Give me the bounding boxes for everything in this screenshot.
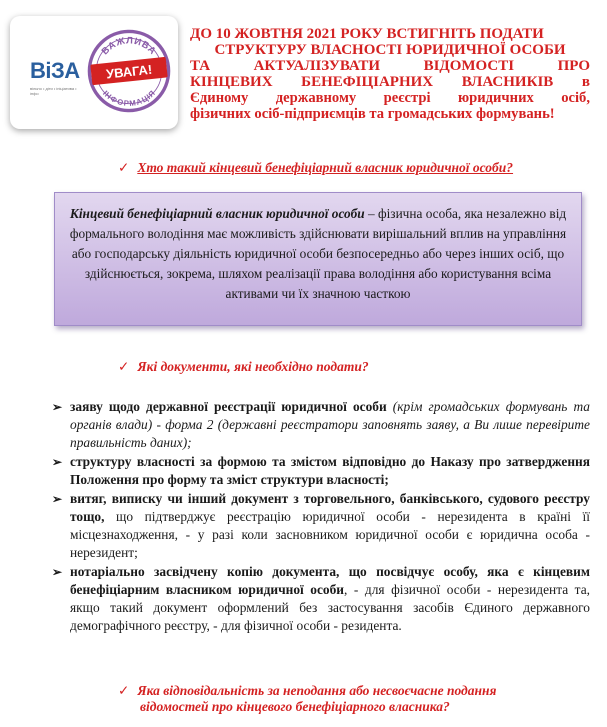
question-who: ✓ Хто такий кінцевий бенефіціарний власник юридичної особи? bbox=[118, 160, 514, 175]
headline-line: КІНЦЕВИХ БЕНЕФІЦІАРНИХ ВЛАСНИКІВ в bbox=[190, 74, 590, 90]
seal-center-text: УВАГА! bbox=[105, 61, 153, 82]
checkmark-icon: ✓ bbox=[118, 160, 130, 175]
documents-list bbox=[52, 398, 590, 636]
arrow-bullet-icon: ➢ bbox=[52, 400, 63, 414]
seal-top-text: ВАЖЛИВА bbox=[99, 35, 159, 58]
headline-line: Єдиному державному реєстрі юридичних осіб, bbox=[190, 90, 590, 106]
list-item: ➢ нотаріально засвідчену копію документа, що посвідчує особу, яка є кінцевим бенефіціарним власником юридичної особи, - для фізичної особи - нерезидента та, якщо такий документ оформлений без застосування засобів Єдиного державного демографічного реєстру, - для фізичної особи - резидента. bbox=[52, 564, 590, 633]
headline-line: ДО 10 ЖОВТНЯ 2021 РОКУ ВСТИГНІТЬ ПОДАТИ bbox=[190, 26, 544, 42]
checkmark-icon: ✓ bbox=[118, 683, 130, 698]
question-documents: ✓ Які документи, які необхідно подати? bbox=[118, 359, 369, 374]
definition-text: – фізична особа, яка незалежно від формального володіння має можливість здійснювати вирішальний вплив на управління або господарську діяльність юридичної особи безпосередньо або через інших осіб, що здійснюється, зокрема, шляхом реалізації права володіння або користування всіма активами чи їх значною часткою bbox=[69, 206, 567, 301]
headline-line: ТА АКТУАЛІЗУВАТИ ВІДОМОСТІ ПРО bbox=[190, 58, 590, 74]
viza-tagline: вільно • діти • ініціатива • інфо bbox=[30, 86, 77, 96]
arrow-bullet-icon: ➢ bbox=[52, 455, 63, 469]
list-item: ➢ структуру власності за формою та змістом відповідно до Наказу про затвердження Положення про форму та зміст структури власності; bbox=[52, 454, 590, 487]
arrow-bullet-icon: ➢ bbox=[52, 492, 63, 506]
logo-card bbox=[10, 16, 178, 129]
attention-seal bbox=[86, 28, 172, 114]
definition-term: Кінцевий бенефіціарний власник юридичної особи bbox=[69, 206, 365, 221]
seal-bottom-text: ІНФОРМАЦІЯ bbox=[100, 88, 157, 108]
question-liability-line2: відомостей про кінцевого бенефіціарного власника? bbox=[140, 699, 450, 714]
definition-box bbox=[54, 192, 582, 326]
arrow-bullet-icon: ➢ bbox=[52, 565, 63, 579]
checkmark-icon: ✓ bbox=[118, 359, 130, 374]
viza-logo: ВіЗА bbox=[30, 58, 80, 83]
headline bbox=[190, 26, 590, 122]
question-liability: ✓ Яка відповідальність за неподання або несвоєчасне подання відомостей про кінцевого бенефіціарного власника? bbox=[118, 683, 558, 715]
list-item: ➢ витяг, виписку чи інший документ з торговельного, банківського, судового реєстру тощо, що підтверджує реєстрацію юридичної особи - нерезидента в країні її місцезнаходження, - у разі коли засновником юридичної особи є юридична особа - нерезидент; bbox=[52, 491, 590, 560]
headline-line: СТРУКТУРУ ВЛАСНОСТІ ЮРИДИЧНОЇ ОСОБИ bbox=[214, 42, 566, 58]
headline-line: фізичних осіб-підприємців та громадських формувань! bbox=[190, 106, 555, 122]
list-item: ➢ заяву щодо державної реєстрації юридичної особи (крім громадських формувань та органів влади) - форма 2 (державні реєстратори заповнять заяву, а Ви лише перевірите правильність даних); bbox=[52, 399, 591, 450]
